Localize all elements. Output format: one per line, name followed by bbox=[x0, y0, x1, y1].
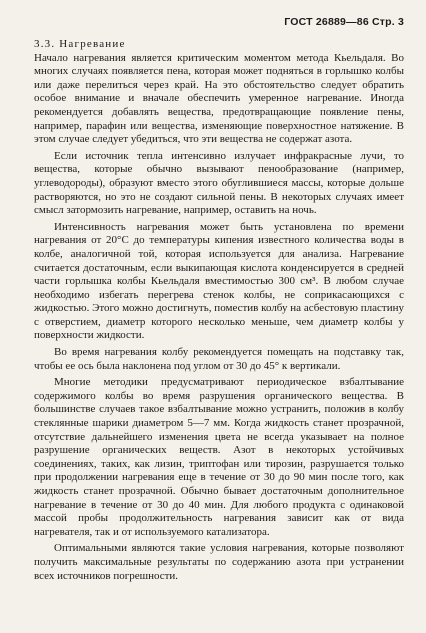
paragraph-stand: Во время нагревания колбу рекомендуется помещать на подставку так, чтобы ее ось была наклонена под углом от 30 до 45° к вертикали. bbox=[34, 346, 404, 372]
section-title: 3.3. Нагревание bbox=[34, 38, 126, 50]
paragraph-shaking: Многие методики предусматривают периодическое взбалтывание содержимого колбы во время разрушения органического вещества. В большинстве случаев такое взбалтывание можно устранить, положив в колбу стеклянные шарики диаметром 5—7 мм. Когда жидкость станет прозрачной, отсутствие дальнейшего изменения цвета не всегда указывает на полное разрушение органических веществ. Азот в некоторых устойчивых соединениях, таких, как лизин, триптофан или тирозин, разрушается только при продолжении нагревания еще в течение от 30 до 90 мин после того, как жидкость станет прозрачной. Обычно бывает достаточным дополнительное нагревание в течение от 30 до 40 мин. Для любого продукта с одинаковой массой пробы продолжительность нагревания зависит как от вида нагревателя, так и от используемого катализатора. bbox=[34, 376, 404, 538]
paragraph-intensity: Интенсивность нагревания может быть установлена по времени нагревания от 20°С до температуры кипения известного количества воды в колбе, аналогичной той, которая используется для анализа. Нагревание считается достаточным, если выкипающая кислота конденсируется в средней части горлышка колбы Кьельдаля вместимостью 300 см³. В любом случае необходимо избегать перегрева стенок колбы, не соприкасающихся с жидкостью. Этого можно достигнуть, поместив колбу на асбестовую пластину с отверстием, диаметр которого несколько меньше, чем диаметр колбы у поверхности жидкости. bbox=[34, 220, 404, 342]
document-id: ГОСТ 26889—86 Стр. 3 bbox=[284, 16, 404, 28]
paragraph-foaming: Начало нагревания является критическим моментом метода Кьельдаля. Во многих случаях появляется пена, которая может подняться в горлышко колбы или даже перелиться через край. На это обстоятельство следует обратить особое внимание и вначале обеспечить умеренное нагревание. Иногда рекомендуется добавлять вещества, предотвращающие появление пены, например, парафин или вещества, изменяющие поверхностное натяжение. В этом случае следует убедиться, что эти вещества не содержат азота. bbox=[34, 51, 404, 146]
paragraph-infrared: Если источник тепла интенсивно излучает инфракрасные лучи, то вещества, которые обычно вызывают пенообразование (например, углеводороды), образуют вместо этого обуглившиеся массы, которые дольше растворяются, но это не создают сильной пены. В некоторых случаях имеет смысл затормозить нагревание, например, оставить на ночь. bbox=[34, 149, 404, 217]
paragraph-optimal: Оптимальными являются такие условия нагревания, которые позволяют получить максимальные результаты по содержанию азота при устранении всех источников погрешности. bbox=[34, 542, 404, 582]
page-header bbox=[34, 14, 404, 34]
